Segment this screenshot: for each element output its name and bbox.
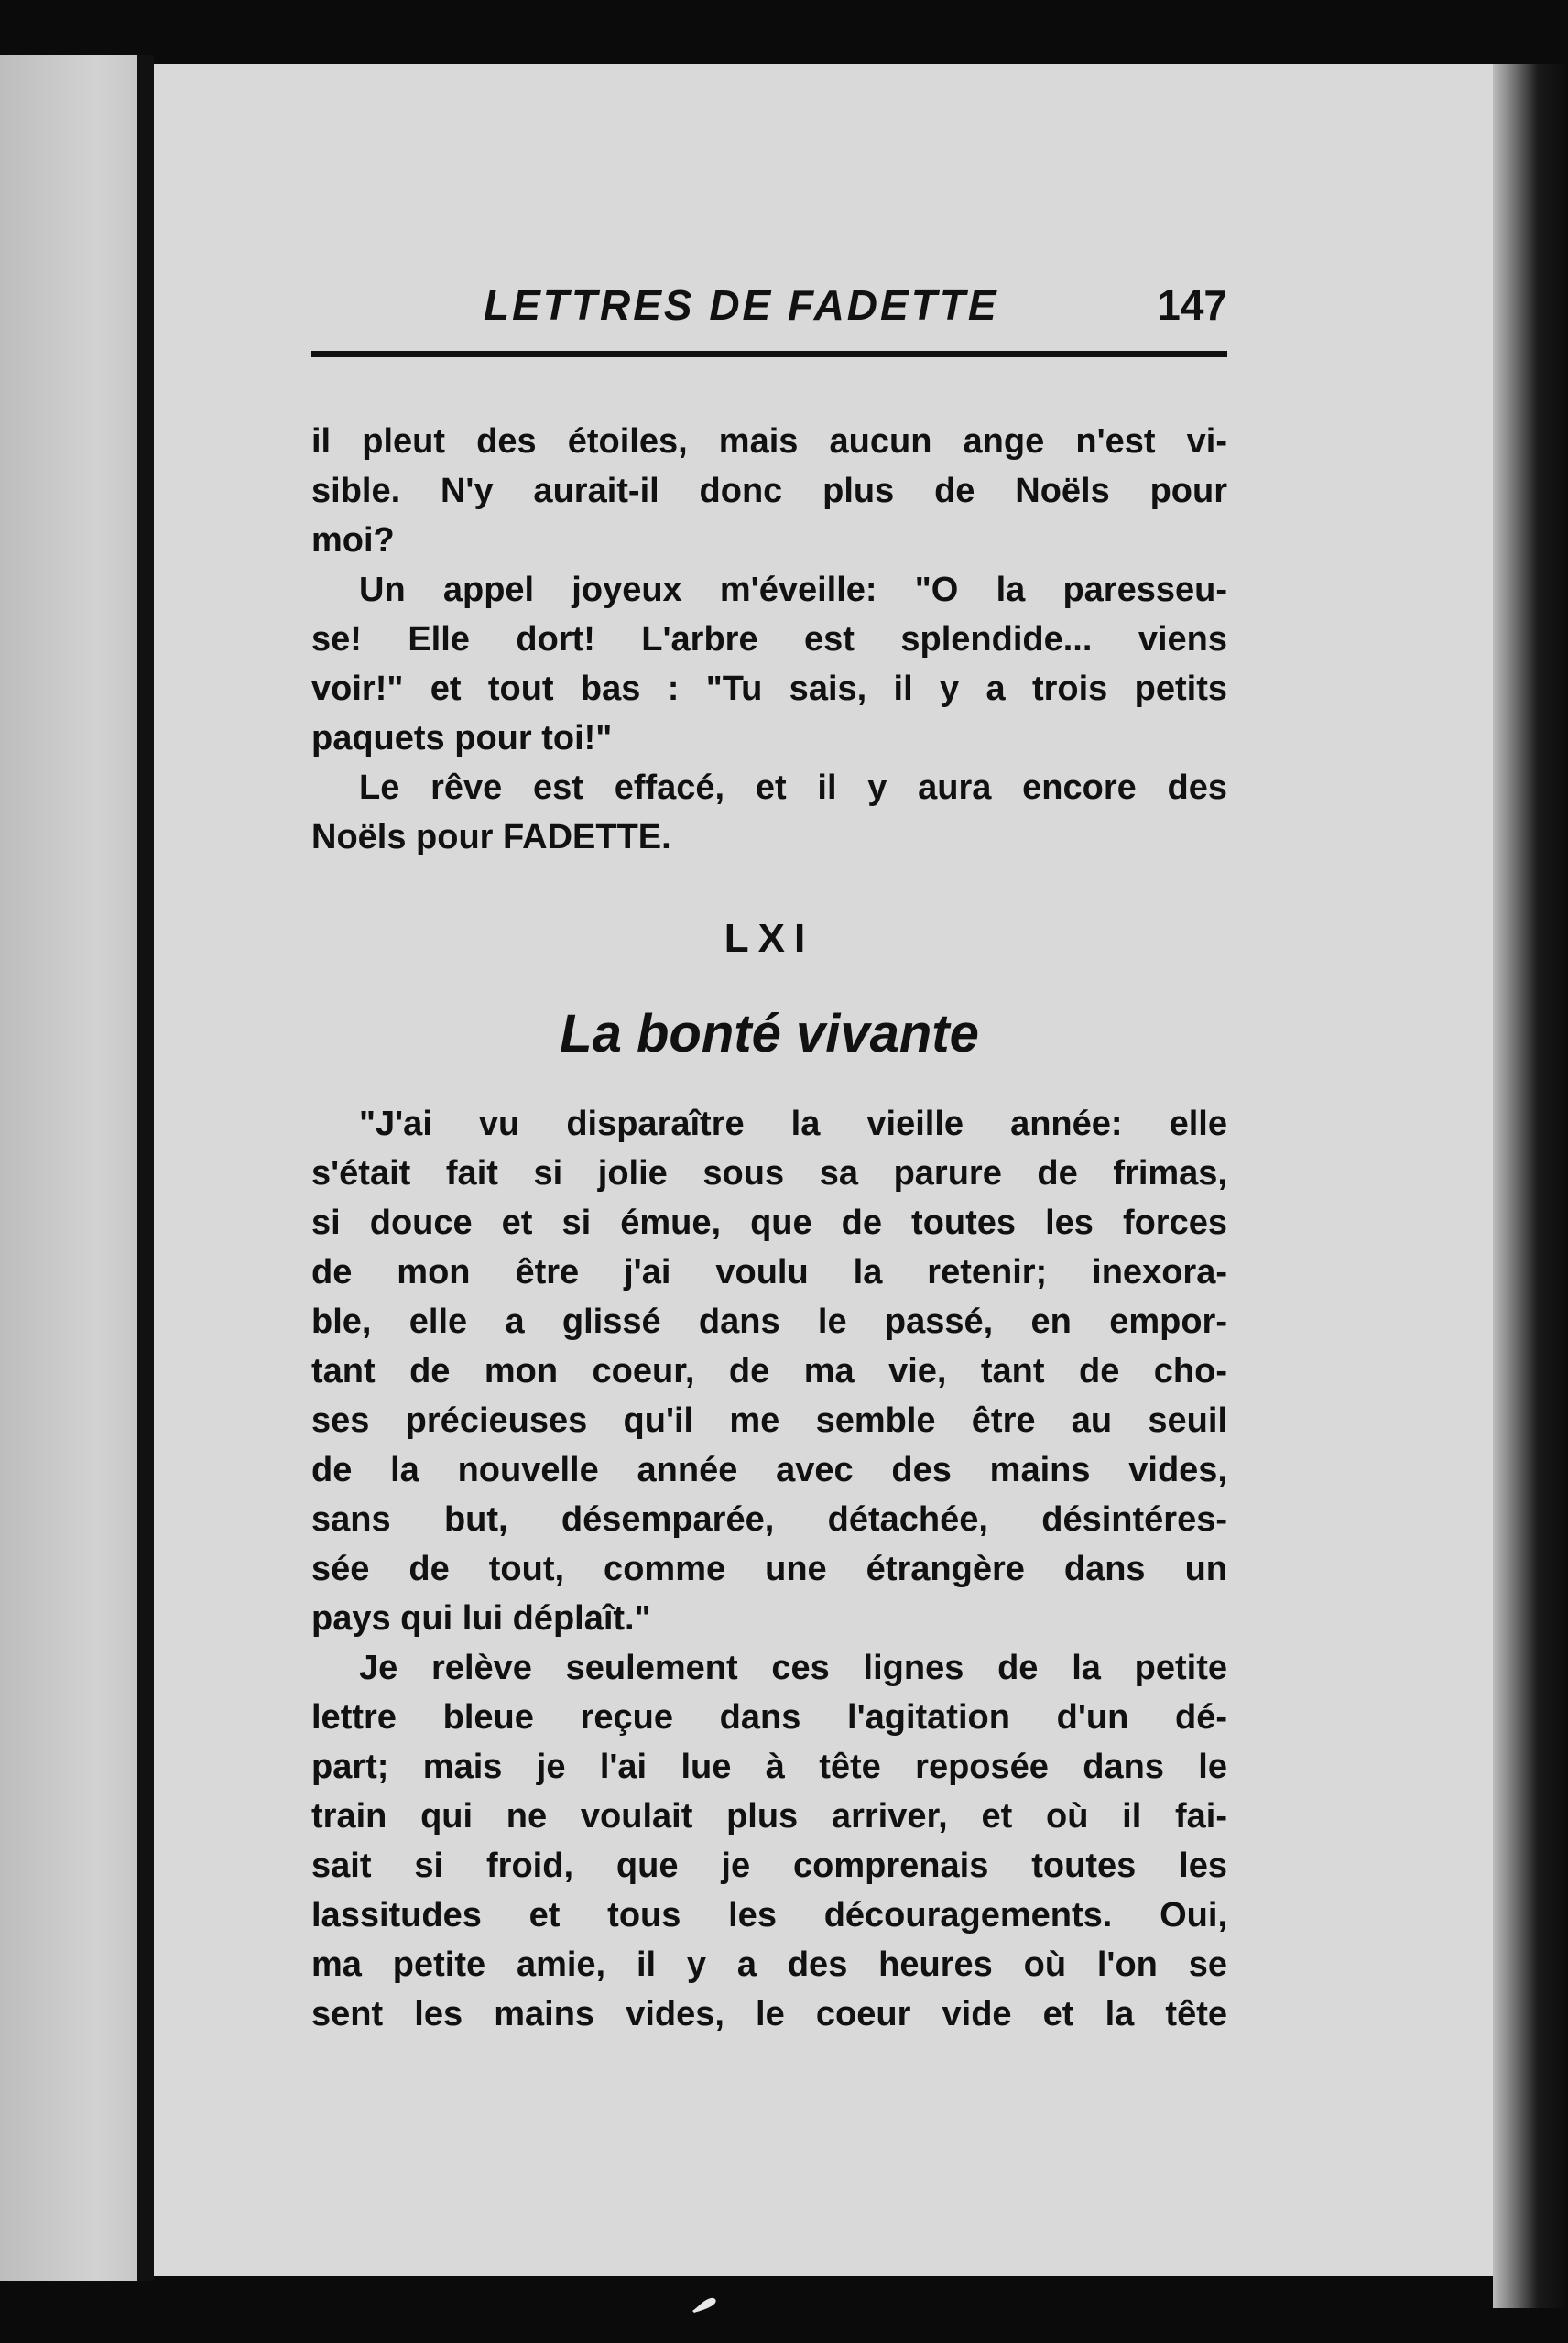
text-line: Un appel joyeux m'éveille: "O la paresseu-: [359, 571, 1227, 609]
text-section-continuation: [311, 417, 1227, 862]
text-line: sait si froid, que je comprenais toutes les: [311, 1847, 1227, 1885]
text-line: sent les mains vides, le coeur vide et la tête: [311, 1995, 1227, 2033]
text-line: sée de tout, comme une étrangère dans un: [311, 1550, 1227, 1588]
text-line: se! Elle dort! L'arbre est splendide... viens: [311, 620, 1227, 659]
text-line: Noëls pour FADETTE.: [311, 818, 671, 856]
text-line: train qui ne voulait plus arriver, et où il fai-: [311, 1797, 1227, 1836]
running-header: [311, 275, 1227, 348]
text-section-chapter: [311, 1099, 1227, 2039]
chapter-number: LXI: [724, 916, 815, 961]
text-line: part; mais je l'ai lue à tête reposée dans le: [311, 1748, 1227, 1786]
text-line: Le rêve est effacé, et il y aura encore des: [359, 768, 1227, 807]
text-line: lassitudes et tous les découragements. Oui,: [311, 1896, 1227, 1934]
text-line: de mon être j'ai voulu la retenir; inexora-: [311, 1253, 1227, 1291]
text-line: pays qui lui déplaît.": [311, 1599, 651, 1638]
text-line: s'était fait si jolie sous sa parure de frimas,: [311, 1154, 1227, 1193]
text-line: sible. N'y aurait-il donc plus de Noëls pour: [311, 472, 1227, 510]
running-header-title: LETTRES DE FADETTE: [484, 281, 999, 329]
book-gutter: [137, 55, 154, 2281]
page-number: 147: [1157, 281, 1227, 329]
chapter-title: La bonté vivante: [560, 1004, 979, 1063]
text-line: il pleut des étoiles, mais aucun ange n'est vi-: [311, 422, 1227, 461]
text-line: sans but, désemparée, détachée, désintéres-: [311, 1500, 1227, 1539]
header-rule: [311, 351, 1227, 357]
text-line: Je relève seulement ces lignes de la petite: [359, 1649, 1227, 1687]
text-line: de la nouvelle année avec des mains vides,: [311, 1451, 1227, 1489]
text-line: si douce et si émue, que de toutes les forces: [311, 1204, 1227, 1242]
text-line: "J'ai vu disparaître la vieille année: elle: [359, 1105, 1227, 1143]
text-line: paquets pour toi!": [311, 719, 613, 757]
page-edge-shadow: [1493, 64, 1568, 2308]
facing-page-edge: [0, 55, 137, 2281]
text-line: ble, elle a glissé dans le passé, en empor-: [311, 1302, 1227, 1341]
text-line: ma petite amie, il y a des heures où l'on se: [311, 1945, 1227, 1984]
text-line: tant de mon coeur, de ma vie, tant de cho-: [311, 1352, 1227, 1390]
text-line: voir!" et tout bas : "Tu sais, il y a trois petits: [311, 670, 1227, 708]
text-line: lettre bleue reçue dans l'agitation d'un dé-: [311, 1698, 1227, 1737]
scan-mark-icon: [689, 2294, 722, 2315]
text-line: ses précieuses qu'il me semble être au seuil: [311, 1401, 1227, 1440]
text-line: moi?: [311, 521, 395, 560]
